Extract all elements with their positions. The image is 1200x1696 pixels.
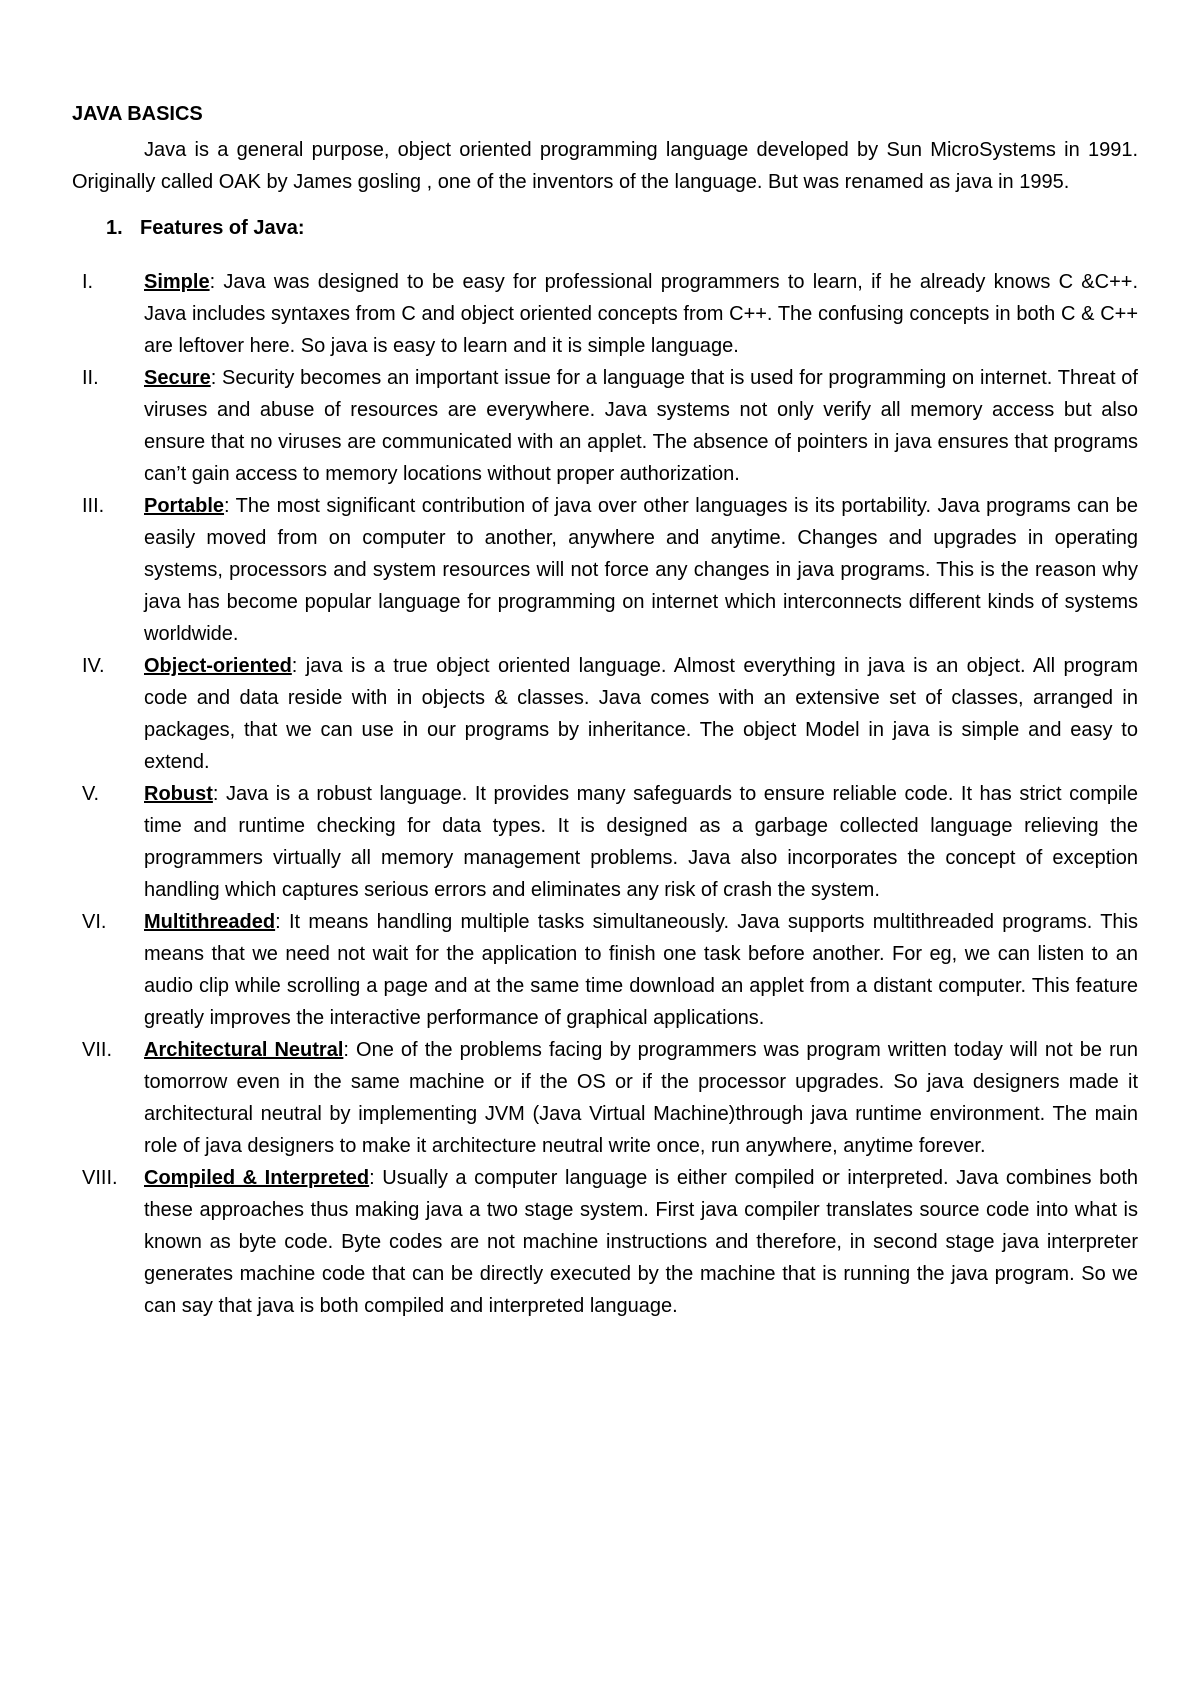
feature-numeral: VIII.	[82, 1167, 118, 1189]
feature-text: : java is a true object oriented language. Almost everything in java is an object. All program code and data reside with in objects & classes. Java comes with an extensive set of classes, arranged in packages, that we can use in our programs by inheritance. The object Model in java is simple and easy to extend.	[144, 655, 1138, 773]
feature-term: Simple	[144, 271, 210, 293]
feature-text: : The most significant contribution of java over other languages is its portability. Java programs can be easily moved from on computer to another, anywhere and anytime. Changes and upgrades in operating systems, processors and system resources will not force any changes in java programs. This is the reason why java has become popular language for programming on internet which interconnects different kinds of systems worldwide.	[144, 495, 1138, 645]
feature-term: Object-oriented	[144, 655, 292, 677]
feature-item-robust	[72, 778, 1138, 906]
feature-term: Secure	[144, 367, 211, 389]
feature-term: Robust	[144, 783, 213, 805]
feature-item-architectural-neutral	[72, 1034, 1138, 1162]
feature-item-compiled-interpreted	[72, 1162, 1138, 1322]
feature-term: Compiled & Interpreted	[144, 1167, 370, 1189]
feature-numeral: I.	[82, 271, 94, 293]
feature-item-simple	[72, 266, 1138, 362]
feature-numeral: III.	[82, 495, 105, 517]
feature-text: : It means handling multiple tasks simultaneously. Java supports multithreaded programs. This means that we need not wait for the application to finish one task before another. For eg, we can listen to an audio clip while scrolling a page and at the same time download an applet from a distant computer. This feature greatly improves the interactive performance of graphical applications.	[144, 911, 1138, 1029]
feature-item-multithreaded	[72, 906, 1138, 1034]
feature-numeral: IV.	[82, 655, 105, 677]
feature-term: Multithreaded	[144, 911, 276, 933]
feature-item-object-oriented	[72, 650, 1138, 778]
feature-text: : Java was designed to be easy for professional programmers to learn, if he already knows C &C++. Java includes syntaxes from C and object oriented concepts from C++. The confusing concepts in both C & C++ are leftover here. So java is easy to learn and it is simple language.	[144, 271, 1138, 357]
feature-text: : Java is a robust language. It provides many safeguards to ensure reliable code. It has strict compile time and runtime checking for data types. It is designed as a garbage collected language relieving the programmers virtually all memory management problems. Java also incorporates the concept of exception handling which captures serious errors and eliminates any risk of crash the system.	[144, 783, 1138, 901]
feature-term: Architectural Neutral	[144, 1039, 344, 1061]
document-title: JAVA BASICS	[72, 103, 203, 125]
feature-numeral: VII.	[82, 1039, 113, 1061]
section-heading	[106, 214, 1138, 242]
section-heading-text: Features of Java:	[140, 217, 305, 239]
features-list	[72, 266, 1138, 1322]
feature-item-portable	[72, 490, 1138, 650]
feature-item-secure	[72, 362, 1138, 490]
feature-numeral: II.	[82, 367, 99, 389]
feature-term: Portable	[144, 495, 225, 517]
feature-text: : One of the problems facing by programmers was program written today will not be run tomorrow even in the same machine or if the OS or if the processor upgrades. So java designers made it architectural neutral by implementing JVM (Java Virtual Machine)through java runtime environment. The main role of java designers to make it architecture neutral write once, run anywhere, anytime forever.	[144, 1039, 1138, 1157]
feature-numeral: VI.	[82, 911, 107, 933]
feature-text: : Security becomes an important issue for a language that is used for programming on internet. Threat of viruses and abuse of resources are everywhere. Java systems not only verify all memory access but also ensure that no viruses are communicated with an applet. The absence of pointers in java ensures that programs can’t gain access to memory locations without proper authorization.	[144, 367, 1138, 485]
feature-text: : Usually a computer language is either compiled or interpreted. Java combines both these approaches thus making java a two stage system. First java compiler translates source code into what is known as byte code. Byte codes are not machine instructions and therefore, in second stage java interpreter generates machine code that can be directly executed by the machine that is running the java program. So we can say that java is both compiled and interpreted language.	[144, 1167, 1138, 1317]
section-number: 1.	[106, 217, 123, 239]
document-page	[72, 100, 1138, 1322]
intro-paragraph: Java is a general purpose, object oriented programming language developed by Sun MicroSystems in 1991. Originally called OAK by James gosling , one of the inventors of the language. But was renamed as java in 1995.	[72, 139, 1138, 193]
feature-numeral: V.	[82, 783, 100, 805]
